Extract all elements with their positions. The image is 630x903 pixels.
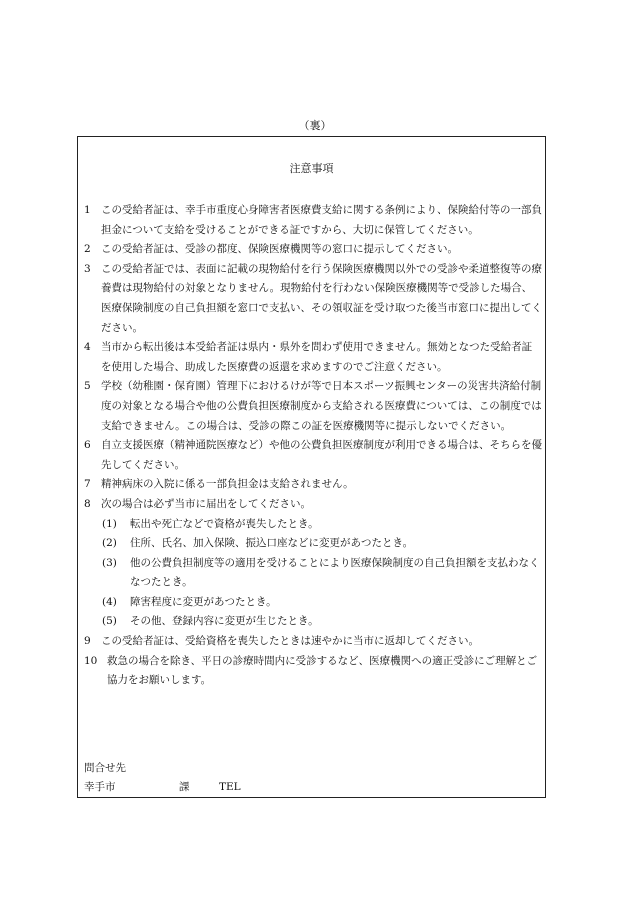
- notice-item-4: [84, 338, 542, 377]
- subitem-text: 住所、氏名、加入保険、振込口座などに変更があつたとき。: [130, 537, 414, 550]
- notice-item-6: [84, 436, 542, 475]
- item-number: 7: [84, 478, 91, 491]
- page-side-label: （裏）: [298, 119, 332, 132]
- item-text: この受給者証は、受給資格を喪失したときは速やかに当市に返却してください。: [101, 635, 479, 648]
- notice-item-3: [84, 260, 542, 338]
- contact-line: [84, 778, 534, 797]
- subitem-number: (3): [102, 556, 117, 569]
- contact-tel-label: TEL: [219, 781, 241, 793]
- subitem-number: (1): [102, 517, 117, 530]
- contact-section: [84, 759, 534, 797]
- subitem-text: その他、登録内容に変更が生じたとき。: [130, 615, 319, 628]
- notice-subitem-5: [84, 612, 542, 632]
- subitem-number: (2): [102, 537, 117, 550]
- notice-item-9: [84, 632, 542, 652]
- subitem-text: 障害程度に変更があつたとき。: [130, 595, 277, 608]
- contact-department: 課: [179, 781, 190, 793]
- item-text: この受給者証では、表面に記載の現物給付を行う保険医療機関以外での受診や柔道整復等の療養費は現物給付の対象となりません。現物給付を行わない保険医療機関等で受診した場合、医療保険制度の自己負担額を窓口で支払い、その領収証を受け取つた後当市窓口に提出してください。: [101, 262, 542, 334]
- notice-item-1: [84, 201, 542, 240]
- notice-item-2: [84, 240, 542, 260]
- item-text: 救急の場合を除き、平日の診療時間内に受診するなど、医療機関への適正受診にご理解とご協力をお願いします。: [107, 654, 538, 687]
- notice-box: [77, 136, 546, 798]
- subitem-text: 他の公費負担制度等の適用を受けることにより医療保険制度の自己負担額を支払わなくなつたとき。: [130, 556, 540, 589]
- subitem-number: (4): [102, 595, 117, 608]
- notice-item-5: [84, 377, 542, 436]
- item-number: 3: [84, 262, 91, 275]
- item-text: この受給者証は、幸手市重度心身障害者医療費支給に関する条例により、保険給付等の一部負担金について支給を受けることができる証ですから、大切に保管してください。: [101, 204, 542, 236]
- notice-subitem-3: [84, 554, 542, 593]
- subitem-number: (5): [102, 615, 117, 628]
- notice-subitem-4: [84, 593, 542, 613]
- item-number: 1: [84, 204, 91, 216]
- item-text: 学校（幼稚園・保育園）管理下におけるけが等で日本スポーツ振興センターの災害共済給付制度の対象となる場合や他の公費負担医療制度から支給される医療費については、この制度では支給できません。この場合は、受診の際この証を医療機関等に提示しないでください。: [101, 380, 542, 432]
- item-text: 自立支援医療（精神通院医療など）や他の公費負担医療制度が利用できる場合は、そちらを優先してください。: [101, 439, 542, 471]
- item-number: 6: [84, 439, 91, 452]
- item-text: 次の場合は必ず当市に届出をしてください。: [101, 497, 311, 510]
- notice-item-7: [84, 475, 542, 495]
- subitem-text: 転出や死亡などで資格が喪失したとき。: [130, 517, 319, 530]
- notice-item-8: [84, 495, 542, 515]
- item-text: 精神病床の入院に係る一部負担金は支給されません。: [101, 478, 354, 491]
- notice-subitem-2: [84, 534, 542, 554]
- item-number: 8: [84, 497, 91, 510]
- item-number: 4: [84, 341, 91, 354]
- contact-city: 幸手市: [84, 781, 116, 793]
- item-text: この受給者証は、受診の都度、保険医療機関等の窓口に提示してください。: [101, 243, 458, 256]
- notice-subitem-1: [84, 515, 542, 535]
- notice-heading: 注意事項: [289, 162, 334, 175]
- item-number: 9: [84, 635, 91, 648]
- item-number: 10: [84, 654, 98, 667]
- contact-title: 問合せ先: [84, 762, 126, 774]
- notice-item-10: [84, 652, 542, 691]
- notice-items: [84, 201, 542, 691]
- item-number: 5: [84, 380, 91, 393]
- item-number: 2: [84, 243, 91, 256]
- item-text: 当市から転出後は本受給者証は県内・県外を問わず使用できません。無効となつた受給者証を使用した場合、助成した医療費の返還を求めますのでご注意ください。: [101, 341, 533, 373]
